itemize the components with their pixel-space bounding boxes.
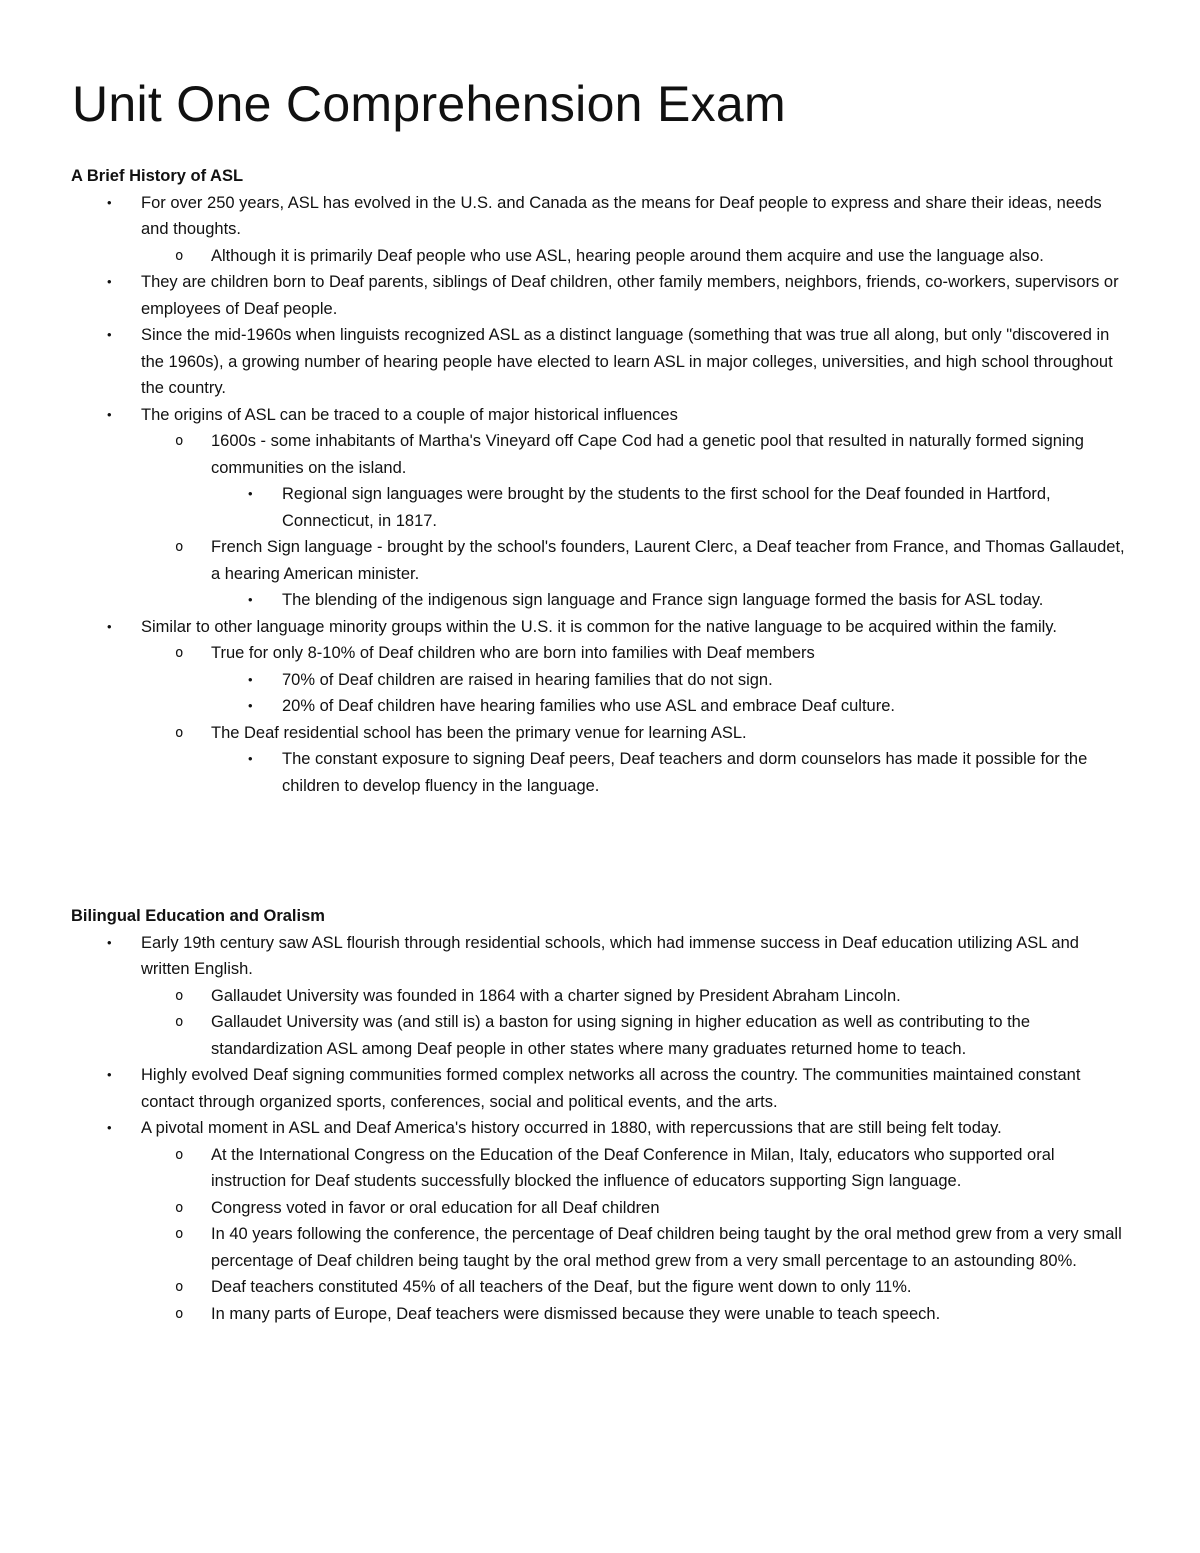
- bullet-icon: •: [248, 698, 253, 713]
- list-item: [175, 428, 1126, 481]
- list-item: [175, 983, 1126, 1010]
- list-item-text: The blending of the indigenous sign language and France sign language formed the basis for ASL today.: [282, 591, 1044, 609]
- list-item-text: For over 250 years, ASL has evolved in the U.S. and Canada as the means for Deaf people to express and share their ideas, needs and thoughts.: [141, 193, 1102, 238]
- section-bilingual-education-and-oralism: [0, 903, 1200, 1327]
- list-item: [175, 1195, 1126, 1222]
- list-item: [175, 1142, 1126, 1195]
- list-item-text: The origins of ASL can be traced to a couple of major historical influences: [141, 405, 678, 424]
- bullet-icon: •: [107, 1067, 112, 1082]
- list-item-text: In 40 years following the conference, the percentage of Deaf children being taught by the oral method grew from a very small percentage of Deaf children being taught by the oral method grew from a very small percentage to an astounding 80%.: [211, 1225, 1122, 1270]
- list-item-text: Similar to other language minority groups within the U.S. it is common for the native language to be acquired within the family.: [141, 617, 1057, 636]
- list-item-text: They are children born to Deaf parents, siblings of Deaf children, other family members, neighbors, friends, co-workers, supervisors or employees of Deaf people.: [141, 273, 1119, 318]
- list-item-text: 20% of Deaf children have hearing families who use ASL and embrace Deaf culture.: [282, 697, 895, 715]
- list-item-text: 1600s - some inhabitants of Martha's Vineyard off Cape Cod had a genetic pool that resulted in naturally formed signing communities on the island.: [211, 432, 1084, 477]
- list-item: [175, 1009, 1126, 1062]
- list-item-text: Although it is primarily Deaf people who use ASL, hearing people around them acquire and use the language also.: [211, 246, 1044, 265]
- list-item: [107, 190, 1126, 243]
- bullet-icon: •: [107, 1120, 112, 1135]
- bullet-icon: •: [248, 486, 253, 501]
- list-item: [107, 1115, 1126, 1142]
- list-item: [107, 402, 1126, 429]
- list-item: [107, 269, 1126, 322]
- list-item: [175, 534, 1126, 587]
- list-item: [107, 1062, 1126, 1115]
- section-brief-history-of-asl: [0, 163, 1200, 799]
- list-item: [175, 243, 1126, 270]
- list-item-text: At the International Congress on the Education of the Deaf Conference in Milan, Italy, educators who supported oral instruction for Deaf students successfully blocked the influence of educators supporting Sign language.: [211, 1145, 1055, 1190]
- circle-bullet-icon: o: [175, 433, 184, 449]
- circle-bullet-icon: o: [175, 1014, 184, 1030]
- document-title: Unit One Comprehension Exam: [72, 76, 786, 132]
- list-item: [248, 693, 1127, 720]
- list-item-text: True for only 8-10% of Deaf children who are born into families with Deaf members: [211, 644, 815, 662]
- list-item: [175, 1301, 1126, 1328]
- circle-bullet-icon: o: [175, 724, 184, 741]
- bullet-icon: •: [248, 671, 253, 687]
- list-item: [248, 746, 1127, 799]
- list-item-text: Gallaudet University was (and still is) a baston for using signing in higher education as well as contributing to the standardization ASL among Deaf people in other states where many graduates returned home to teach.: [211, 1013, 1031, 1058]
- circle-bullet-icon: o: [175, 1279, 184, 1295]
- section-heading: Bilingual Education and Oralism: [71, 907, 325, 925]
- circle-bullet-icon: o: [175, 539, 184, 555]
- bullet-icon: •: [107, 934, 112, 950]
- list-item: [175, 720, 1126, 747]
- list-item-text: A pivotal moment in ASL and Deaf America's history occurred in 1880, with repercussions that are still being felt today.: [141, 1119, 1002, 1137]
- section-heading: A Brief History of ASL: [71, 167, 244, 185]
- circle-bullet-icon: o: [175, 247, 184, 264]
- list-item-text: Early 19th century saw ASL flourish through residential schools, which had immense success in Deaf education utilizing ASL and written English.: [141, 933, 1079, 978]
- list-item-text: Congress voted in favor or oral education for all Deaf children: [211, 1198, 660, 1217]
- list-item-text: 70% of Deaf children are raised in hearing families that do not sign.: [282, 670, 773, 689]
- list-item-text: Since the mid-1960s when linguists recognized ASL as a distinct language (something that was true all along, but only "discovered in the 1960s), a growing number of hearing people have elected to learn ASL in major colleges, universities, and high school throughout the country.: [141, 326, 1113, 397]
- circle-bullet-icon: o: [175, 645, 184, 661]
- list-item: [248, 587, 1127, 614]
- list-item: [175, 640, 1126, 667]
- list-item-text: The constant exposure to signing Deaf peers, Deaf teachers and dorm counselors has made it possible for the children to develop fluency in the language.: [282, 750, 1088, 795]
- bullet-list: [0, 930, 1200, 1328]
- bullet-icon: •: [107, 327, 112, 342]
- list-item: [175, 1274, 1126, 1301]
- list-item-text: Highly evolved Deaf signing communities formed complex networks all across the country. The communities maintained constant contact through organized sports, conferences, social and political events, and the arts.: [141, 1066, 1081, 1111]
- list-item-text: French Sign language - brought by the school's founders, Laurent Clerc, a Deaf teacher from France, and Thomas Gallaudet, a hearing American minister.: [211, 538, 1125, 583]
- bullet-list: [0, 190, 1200, 800]
- list-item-text: The Deaf residential school has been the primary venue for learning ASL.: [211, 723, 747, 742]
- circle-bullet-icon: o: [175, 987, 184, 1004]
- circle-bullet-icon: o: [175, 1199, 184, 1216]
- list-item-text: Gallaudet University was founded in 1864 with a charter signed by President Abraham Lincoln.: [211, 986, 901, 1005]
- bullet-icon: •: [107, 618, 112, 634]
- bullet-icon: •: [107, 406, 112, 422]
- list-item: [107, 614, 1126, 641]
- list-item: [107, 930, 1126, 983]
- bullet-icon: •: [248, 751, 253, 766]
- bullet-icon: •: [107, 274, 112, 289]
- circle-bullet-icon: o: [175, 1305, 184, 1322]
- bullet-icon: •: [248, 592, 253, 607]
- circle-bullet-icon: o: [175, 1146, 184, 1163]
- list-item: [107, 322, 1126, 402]
- list-item-text: Regional sign languages were brought by the students to the first school for the Deaf founded in Hartford, Connecticut, in 1817.: [282, 485, 1051, 530]
- list-item: [248, 481, 1127, 534]
- list-item: [175, 1221, 1126, 1274]
- list-item: [248, 667, 1127, 694]
- circle-bullet-icon: o: [175, 1226, 184, 1242]
- list-item-text: In many parts of Europe, Deaf teachers were dismissed because they were unable to teach speech.: [211, 1304, 941, 1323]
- bullet-icon: •: [107, 194, 112, 210]
- list-item-text: Deaf teachers constituted 45% of all teachers of the Deaf, but the figure went down to only 11%.: [211, 1278, 912, 1296]
